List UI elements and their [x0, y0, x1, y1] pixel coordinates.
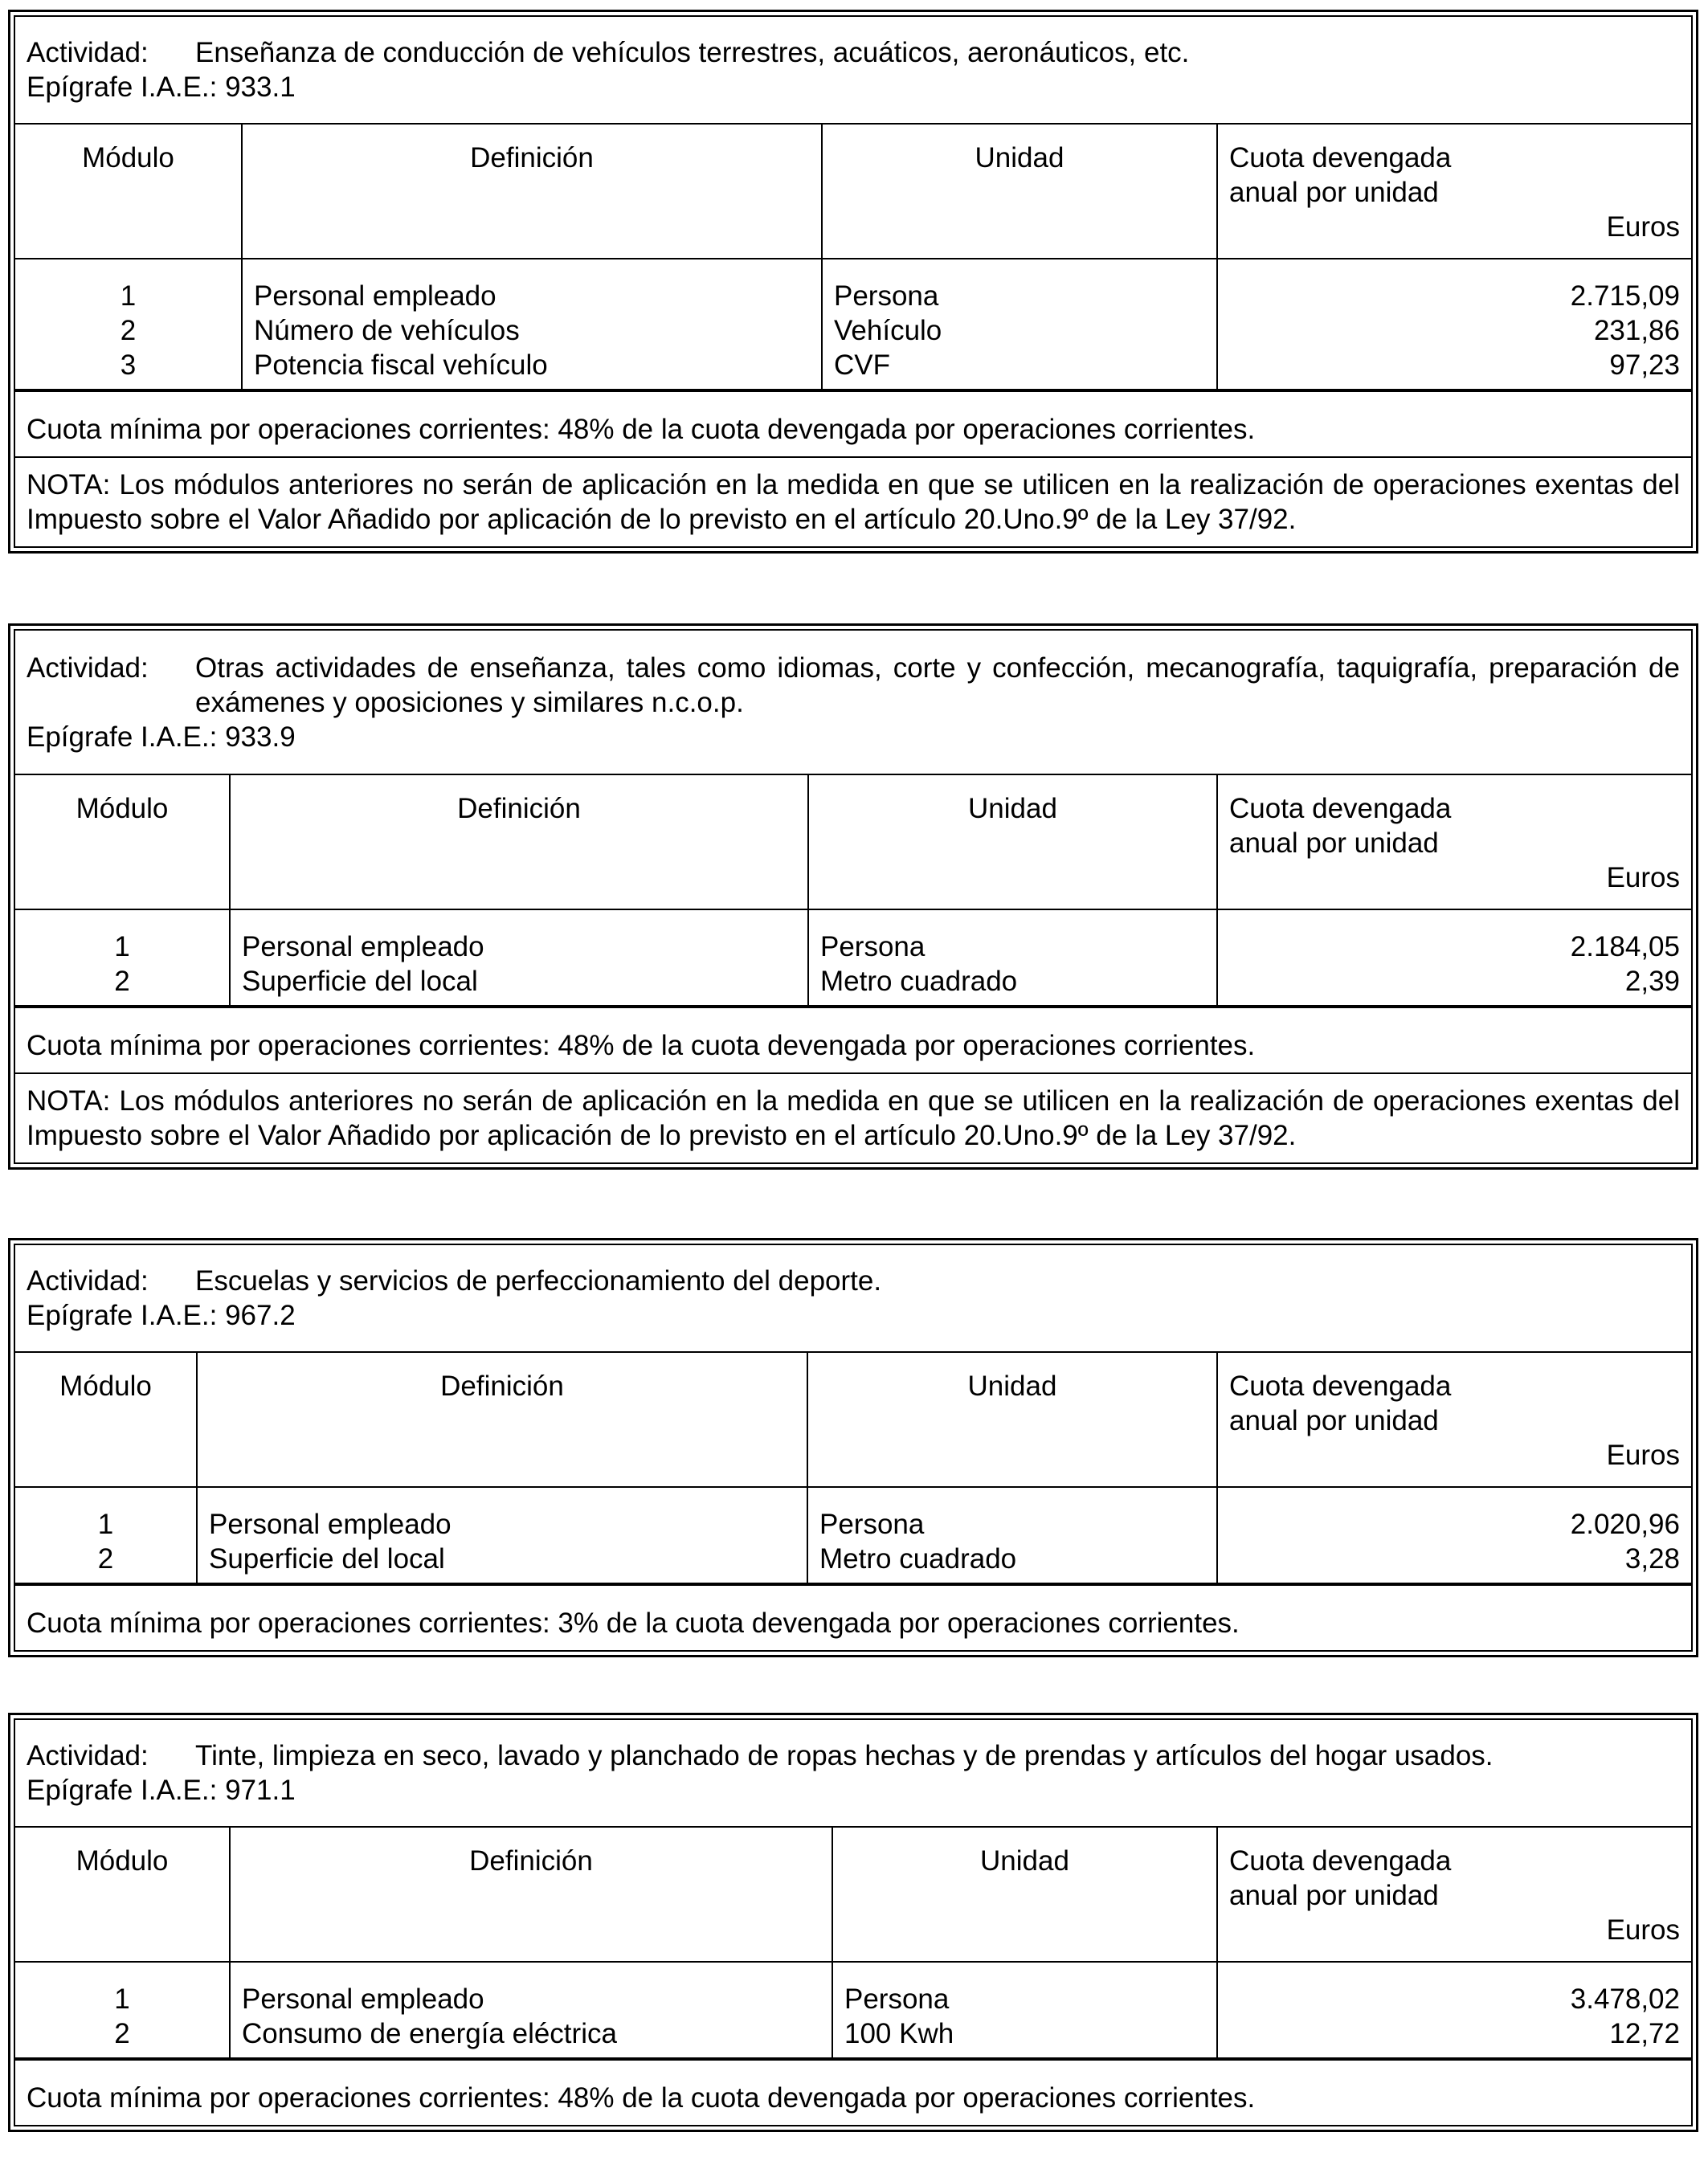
cuota-header-line2: anual por unidad — [1229, 1405, 1439, 1436]
epigrafe-label: Epígrafe I.A.E.: — [27, 1775, 218, 1806]
definicion-value: Número de vehículos — [254, 315, 520, 346]
epigrafe-line — [27, 1298, 1680, 1333]
col-definicion-header: Definición — [230, 1827, 832, 1962]
nota-block — [15, 456, 1691, 546]
unidad-value: Persona — [820, 931, 926, 962]
epigrafe-line — [27, 720, 1680, 754]
col-cuota-header — [1217, 774, 1691, 909]
nota-block — [15, 1072, 1691, 1162]
modulo-value: 2 — [120, 315, 137, 346]
epigrafe-line — [27, 70, 1680, 104]
unidad-value: CVF — [834, 349, 890, 381]
modulo-value: 2 — [97, 1543, 114, 1575]
modulo-cell — [15, 1487, 197, 1583]
table-body-row — [15, 1962, 1691, 2058]
activity-header — [15, 631, 1691, 774]
col-modulo-header: Módulo — [15, 1352, 197, 1487]
modulo-value: 1 — [120, 280, 137, 312]
cuota-header-line2: anual por unidad — [1229, 177, 1439, 208]
col-cuota-header — [1217, 124, 1691, 259]
cuota-value: 2.020,96 — [1570, 1509, 1680, 1540]
epigrafe-label: Epígrafe I.A.E.: — [27, 1300, 218, 1331]
modulo-cell — [15, 909, 230, 1006]
epigrafe-value: 933.9 — [225, 721, 296, 753]
col-unidad-header: Unidad — [807, 1352, 1217, 1487]
activity-section-2 — [8, 623, 1698, 1170]
unidad-cell — [822, 259, 1217, 390]
actividad-text: Tinte, limpieza en seco, lavado y planchado de ropas hechas y de prendas y artículos del hogar usados. — [195, 1740, 1493, 1771]
definicion-value: Superficie del local — [209, 1543, 445, 1575]
table-header-row — [15, 1827, 1691, 1962]
modules-table — [15, 1826, 1691, 2059]
unidad-value: Metro cuadrado — [820, 966, 1018, 997]
col-unidad-header: Unidad — [832, 1827, 1217, 1962]
table-header-row — [15, 1352, 1691, 1487]
definicion-cell — [197, 1487, 807, 1583]
cuota-cell — [1217, 1962, 1691, 2058]
table-header-row — [15, 124, 1691, 259]
table-body-row — [15, 259, 1691, 390]
cuota-value: 97,23 — [1609, 349, 1680, 381]
col-definicion-header: Definición — [197, 1352, 807, 1487]
modulo-value: 1 — [114, 1983, 130, 2015]
unidad-value: Metro cuadrado — [819, 1543, 1017, 1575]
table-body-row — [15, 1487, 1691, 1583]
cuota-value: 3.478,02 — [1570, 1983, 1680, 2015]
epigrafe-value: 971.1 — [225, 1775, 296, 1806]
definicion-cell — [230, 909, 808, 1006]
unidad-value: 100 Kwh — [844, 2018, 954, 2049]
modulo-value: 1 — [114, 931, 130, 962]
col-cuota-header — [1217, 1827, 1691, 1962]
euros-label: Euros — [1606, 862, 1680, 893]
euros-label: Euros — [1606, 211, 1680, 243]
cuota-cell — [1217, 909, 1691, 1006]
definicion-value: Personal empleado — [254, 280, 496, 312]
unidad-cell — [808, 909, 1217, 1006]
activity-section-1 — [8, 10, 1698, 554]
modules-table — [15, 123, 1691, 390]
epigrafe-label: Epígrafe I.A.E.: — [27, 721, 218, 753]
cuota-header-line1: Cuota devengada — [1229, 793, 1452, 824]
nota-text: NOTA: Los módulos anteriores no serán de aplicación en la medida en que se utilicen en la realización de operaciones exentas del Impuesto sobre el Valor Añadido por aplicación de lo previsto en el artículo 20.Uno.9º de la Ley 37/92. — [27, 469, 1680, 535]
cuota-value: 2,39 — [1624, 966, 1680, 997]
col-unidad-header: Unidad — [808, 774, 1217, 909]
cuota-minima: Cuota mínima por operaciones corrientes: 3% de la cuota devengada por operaciones corrientes. — [15, 1584, 1691, 1650]
col-modulo-header: Módulo — [15, 124, 242, 259]
definicion-cell — [230, 1962, 832, 2058]
col-definicion-header: Definición — [242, 124, 822, 259]
definicion-value: Personal empleado — [209, 1509, 452, 1540]
activity-header — [15, 1245, 1691, 1351]
cuota-header-line1: Cuota devengada — [1229, 1845, 1452, 1877]
cuota-value: 3,28 — [1624, 1543, 1680, 1575]
epigrafe-value: 967.2 — [225, 1300, 296, 1331]
cuota-header-line1: Cuota devengada — [1229, 1371, 1452, 1402]
col-modulo-header: Módulo — [15, 1827, 230, 1962]
cuota-value: 231,86 — [1593, 315, 1680, 346]
actividad-label: Actividad: — [27, 1740, 149, 1771]
table-body-row — [15, 909, 1691, 1006]
cuota-header-line2: anual por unidad — [1229, 827, 1439, 859]
actividad-label: Actividad: — [27, 652, 149, 684]
col-definicion-header: Definición — [230, 774, 808, 909]
unidad-value: Persona — [819, 1509, 925, 1540]
cuota-minima: Cuota mínima por operaciones corrientes: 48% de la cuota devengada por operaciones corrientes. — [15, 2059, 1691, 2125]
definicion-value: Personal empleado — [242, 1983, 484, 2015]
cuota-header-line2: anual por unidad — [1229, 1880, 1439, 1911]
definicion-value: Potencia fiscal vehículo — [254, 349, 548, 381]
unidad-cell — [807, 1487, 1217, 1583]
col-modulo-header: Módulo — [15, 774, 230, 909]
actividad-label: Actividad: — [27, 37, 149, 68]
actividad-label: Actividad: — [27, 1265, 149, 1297]
epigrafe-line — [27, 1773, 1680, 1808]
cuota-cell — [1217, 259, 1691, 390]
definicion-value: Superficie del local — [242, 966, 478, 997]
modulo-cell — [15, 259, 242, 390]
euros-label: Euros — [1606, 1440, 1680, 1471]
nota-text: NOTA: Los módulos anteriores no serán de aplicación en la medida en que se utilicen en la realización de operaciones exentas del Impuesto sobre el Valor Añadido por aplicación de lo previsto en el artículo 20.Uno.9º de la Ley 37/92. — [27, 1085, 1680, 1151]
modulo-value: 2 — [114, 2018, 130, 2049]
modules-table — [15, 1351, 1691, 1584]
modulo-value: 3 — [120, 349, 137, 381]
cuota-value: 2.715,09 — [1570, 280, 1680, 312]
cuota-cell — [1217, 1487, 1691, 1583]
definicion-value: Consumo de energía eléctrica — [242, 2018, 617, 2049]
col-unidad-header: Unidad — [822, 124, 1217, 259]
cuota-value: 2.184,05 — [1570, 931, 1680, 962]
definicion-cell — [242, 259, 822, 390]
modulo-cell — [15, 1962, 230, 2058]
cuota-value: 12,72 — [1609, 2018, 1680, 2049]
table-header-row — [15, 774, 1691, 909]
actividad-text: Enseñanza de conducción de vehículos terrestres, acuáticos, aeronáuticos, etc. — [195, 37, 1190, 68]
actividad-text: Escuelas y servicios de perfeccionamiento del deporte. — [195, 1265, 882, 1297]
cuota-minima: Cuota mínima por operaciones corrientes: 48% de la cuota devengada por operaciones corrientes. — [15, 1007, 1691, 1072]
epigrafe-label: Epígrafe I.A.E.: — [27, 71, 218, 103]
activity-section-4 — [8, 1713, 1698, 2132]
unidad-value: Persona — [834, 280, 939, 312]
activity-header — [15, 17, 1691, 123]
activity-header — [15, 1720, 1691, 1826]
definicion-value: Personal empleado — [242, 931, 484, 962]
col-cuota-header — [1217, 1352, 1691, 1487]
actividad-text: Otras actividades de enseñanza, tales como idiomas, corte y confección, mecanografía, taquigrafía, preparación de exámenes y oposiciones y similares n.c.o.p. — [195, 652, 1680, 718]
cuota-header-line1: Cuota devengada — [1229, 142, 1452, 174]
modules-table — [15, 774, 1691, 1007]
modulo-value: 1 — [97, 1509, 114, 1540]
activity-section-3 — [8, 1238, 1698, 1657]
modulo-value: 2 — [114, 966, 130, 997]
epigrafe-value: 933.1 — [225, 71, 296, 103]
euros-label: Euros — [1606, 1914, 1680, 1946]
cuota-minima: Cuota mínima por operaciones corrientes: 48% de la cuota devengada por operaciones corrientes. — [15, 390, 1691, 456]
unidad-value: Persona — [844, 1983, 950, 2015]
unidad-cell — [832, 1962, 1217, 2058]
unidad-value: Vehículo — [834, 315, 942, 346]
